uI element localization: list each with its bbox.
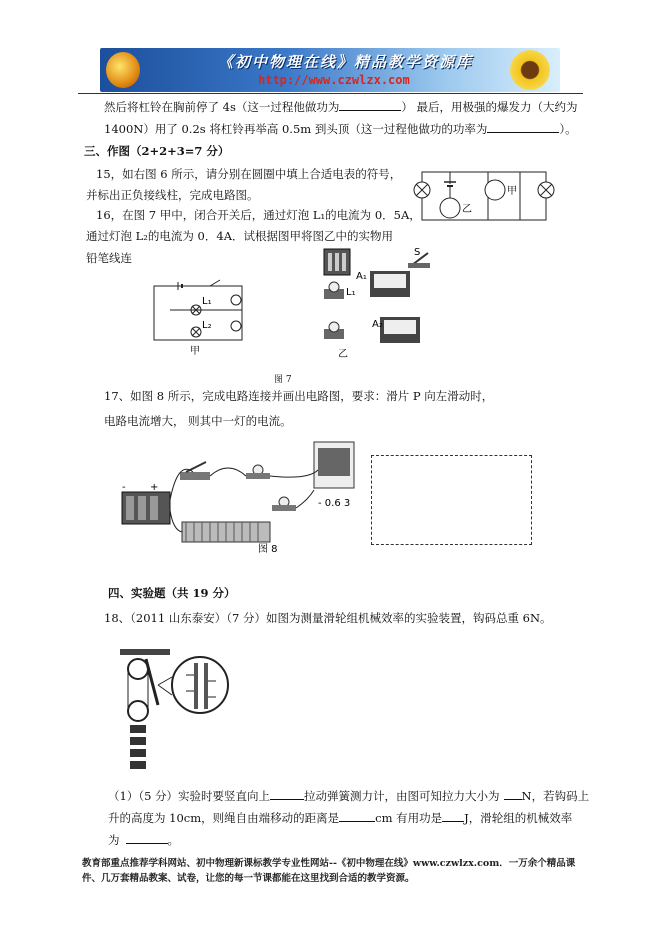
fig7-A2: A₂ [372,319,383,330]
q16-line3: 铅笔线连 [86,251,132,265]
figure-7-caption: 图 7 [274,375,292,385]
q16-line2: 通过灯泡 L₂的电流为 0．4A．试根据图甲将图乙中的实物用 [86,229,393,243]
fig7-yi-L1: L₁ [346,287,356,298]
q18-line1: 18、（2011 山东泰安）（7 分）如图为测量滑轮组机械效率的实验装置，钩码总重 6N。 [104,611,552,625]
fig6-label-jia: 甲 [507,186,517,197]
fig7-S: S [414,247,421,258]
q14-line2-text-b: ）。 [559,122,577,136]
answer-blank[interactable] [270,789,304,800]
answer-blank[interactable] [442,811,464,822]
figure-7-jia-circuit [150,280,250,360]
svg-text:+: + [150,482,159,493]
figure-6-circuit [410,160,560,230]
answer-blank[interactable] [126,833,168,844]
page-footer [82,856,592,886]
site-url[interactable]: http://www.czwlzx.com [258,73,410,87]
fig7-L1: L₁ [202,296,212,307]
fig7-A1: A₁ [356,271,367,282]
answer-blank[interactable] [504,789,522,800]
q18-p1-text-b: 拉动弹簧测力计，由图可知拉力大小为 [304,789,500,803]
fig8-meter-label: - 0.6 3 [318,498,351,509]
header-rule [78,93,583,94]
sunflower-icon [510,50,550,90]
site-title: 《初中物理在线》精品教学资源库 [218,53,474,71]
answer-drawing-box[interactable] [371,455,532,545]
fig6-label-yi: 乙 [462,204,472,215]
section-3-title: 三、作图（2+2+3=7 分） [84,144,230,158]
footer-line2: 件、几万套精品教案、试卷，让您的每一节课都能在这里找到合适的教学资源。 [82,873,415,884]
q14-line2-text-a: 1400N）用了 0.2s 将杠铃再举高 0.5m 到头顶（这一过程他做功的功率为 [104,122,488,136]
q15-line2: 并标出正负接线柱，完成电路图。 [86,188,259,202]
svg-text:-: - [122,482,126,493]
answer-blank[interactable] [487,122,559,133]
q14-line1-text-a: 然后将杠铃在胸前停了 4s（这一过程他做功为 [104,100,340,114]
header-banner [100,48,560,92]
q14-line1 [104,99,578,115]
q16-line1: 16，在图 7 甲中，闭合开关后，通过灯泡 L₁的电流为 0．5A， [96,208,421,222]
answer-blank[interactable] [339,100,401,111]
figure-8-apparatus [118,440,358,560]
q18-part1-line1 [108,788,589,804]
fig7-jia: 甲 [190,346,200,357]
site-logo-icon [106,52,140,88]
q18-p3-text-a: 为 [108,833,120,847]
q15-line1: 15，如右图 6 所示，请分别在圆圈中填上合适电表的符号， [96,167,402,181]
q14-line2 [104,121,577,137]
footer-line1: 教育部重点推荐学科网站、初中物理新课标教学专业性网站--《初中物理在线》www.czwlzx.com．一万余个精品课 [82,858,576,869]
q18-part1-line3 [108,832,179,848]
section-4-title: 四、实验题（共 19 分） [108,586,236,600]
fig7-yi: 乙 [338,349,348,360]
figure-8-caption: 图 8 [258,544,278,555]
figure-pulley-apparatus [100,645,230,775]
q18-p2-text-b: cm 有用功是 [375,811,443,825]
q18-p1-text-a: （1）（5 分）实验时要竖直向上 [108,789,271,803]
q18-p2-text-a: 升的高度为 10cm，则绳自由端移动的距离是 [108,811,340,825]
q17-line1: 17、如图 8 所示，完成电路连接并画出电路图，要求：滑片 P 向左滑动时， [104,389,494,403]
answer-blank[interactable] [339,811,375,822]
q18-p2-text-c: J，滑轮组的机械效率 [464,811,573,825]
fig7-L2: L₂ [202,320,212,331]
q18-part1-line2 [108,810,572,826]
q17-line2: 电路电流增大， 则其中一灯的电流。 [104,414,292,428]
q14-line1-text-b: ） 最后，用极强的爆发力（大约为 [401,100,578,114]
q18-p3-text-b: 。 [167,833,179,847]
q18-p1-text-c: N，若钩码上 [521,789,590,803]
figure-7-yi-objects [318,245,438,360]
